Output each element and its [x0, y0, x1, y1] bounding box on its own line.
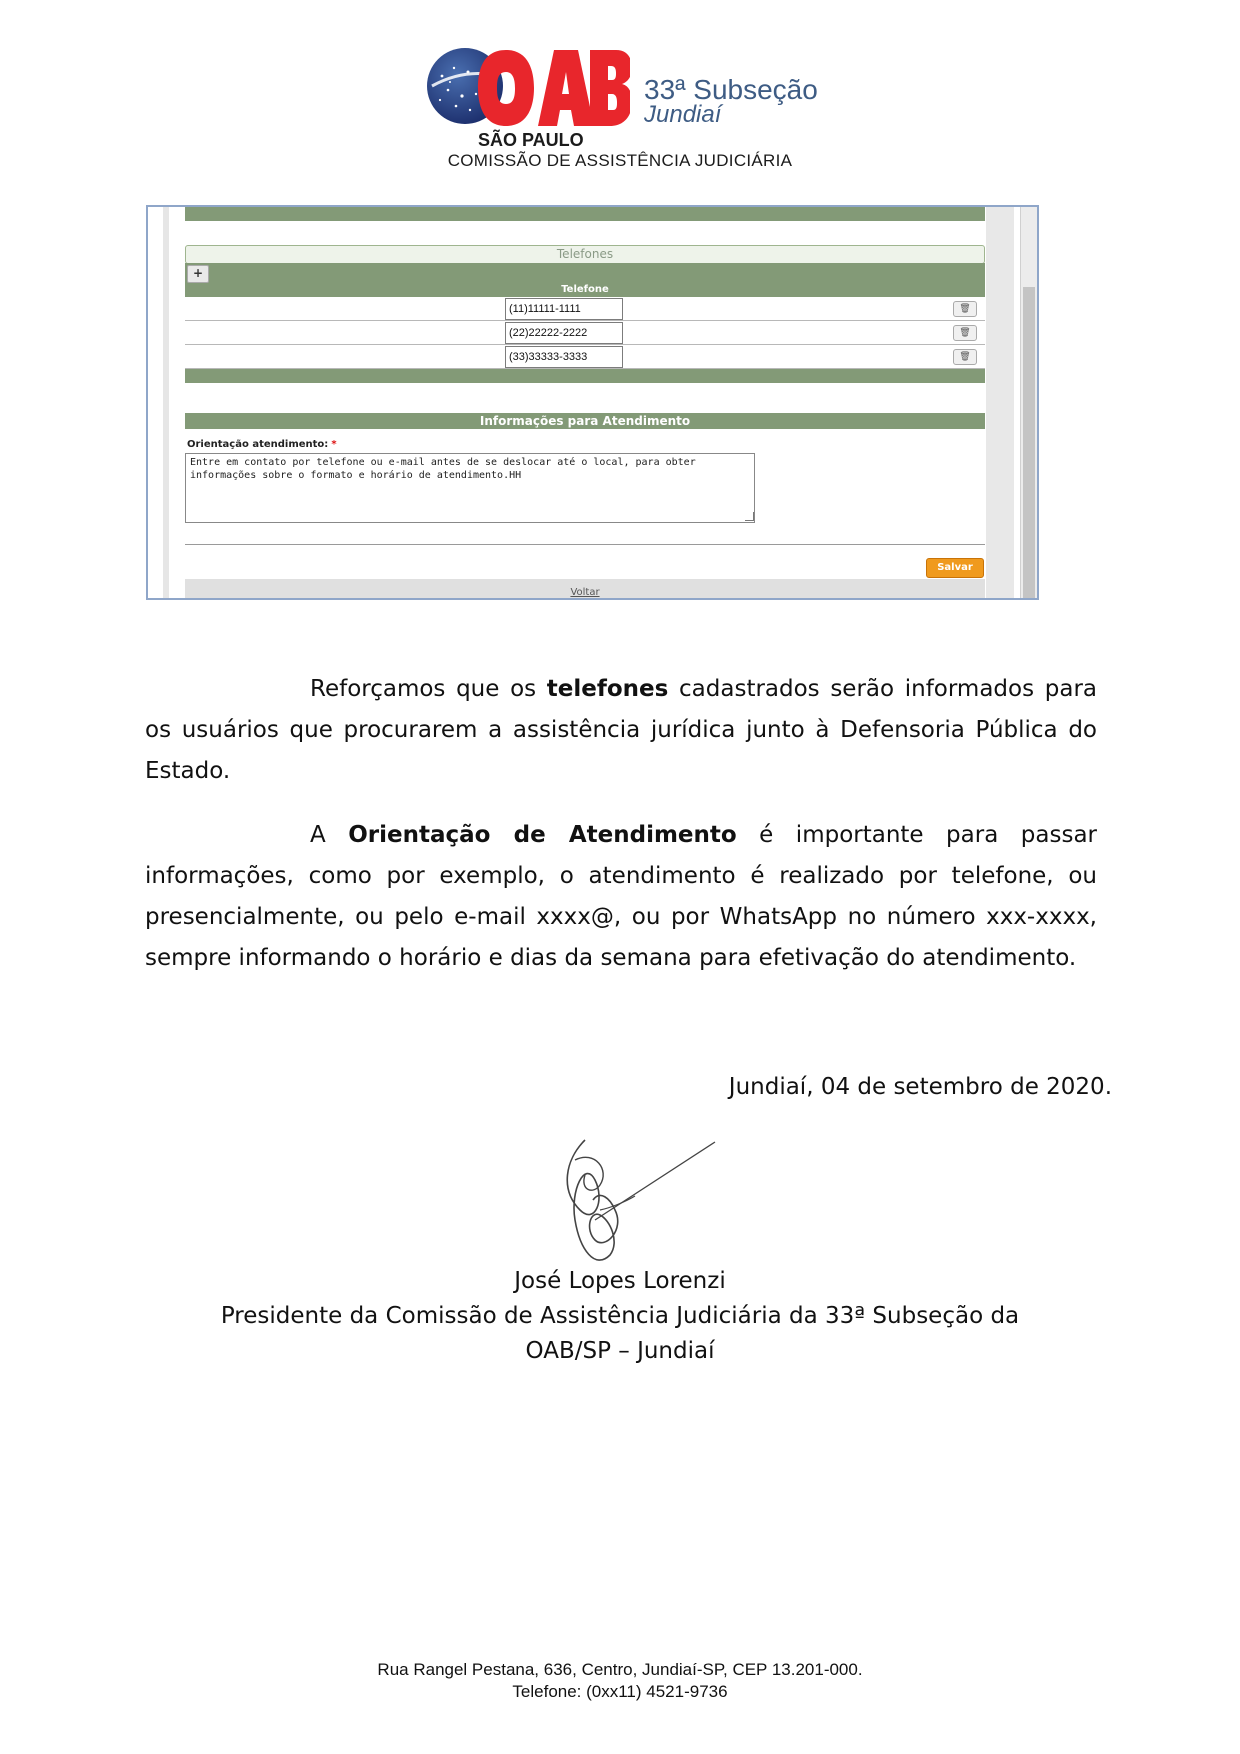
orientation-label-text: Orientação atendimento: — [187, 439, 329, 450]
tab-telefones[interactable]: Telefones — [185, 245, 985, 264]
subsecao-title — [644, 76, 818, 127]
trash-icon: 🗑 — [959, 352, 971, 362]
trash-icon: 🗑 — [959, 304, 971, 314]
toolbar-bar — [185, 263, 985, 283]
phone-input[interactable]: (11)11111-1111 — [505, 298, 623, 320]
right-gutter — [986, 207, 1014, 598]
commission-title: COMISSÃO DE ASSISTÊNCIA JUDICIÁRIA — [447, 151, 793, 170]
table-row — [185, 321, 985, 345]
add-phone-button[interactable]: + — [187, 265, 209, 283]
section-header-atendimento: Informações para Atendimento — [185, 413, 985, 429]
trash-icon: 🗑 — [959, 328, 971, 338]
p1-text-start: Reforçamos que os — [310, 676, 547, 702]
save-button[interactable]: Salvar — [926, 558, 984, 578]
table-row — [185, 345, 985, 369]
divider — [185, 544, 985, 545]
phone-input[interactable]: (22)22222-2222 — [505, 322, 623, 344]
paragraph-telefones — [145, 669, 1097, 792]
embedded-screenshot — [146, 205, 1039, 600]
p2-bold: Orientação de Atendimento — [348, 822, 737, 848]
form-panel — [185, 207, 985, 598]
signatory-role-line1: Presidente da Comissão de Assistência Judiciária da 33ª Subseção da — [220, 1303, 1020, 1329]
signatory-name: José Lopes Lorenzi — [514, 1268, 726, 1294]
subsecao-line1: 33ª Subseção — [644, 74, 818, 105]
top-green-bar — [185, 207, 985, 221]
p2-text-start: A — [310, 822, 349, 848]
required-mark: * — [331, 439, 337, 450]
p2-text-end: é importante para passar informações, como por exemplo, o atendimento é realizado por telefone, ou presencialmente, ou pelo e-mail xxxx@, ou por WhatsApp no número xxx-xxxx, sempre informando o horário e dias da semana para efetivação do atendimento. — [145, 822, 1097, 971]
date-line: Jundiaí, 04 de setembro de 2020. — [728, 1074, 1112, 1100]
footer-phone: Telefone: (0xx11) 4521-9736 — [512, 1682, 728, 1701]
scrollbar[interactable] — [1020, 207, 1037, 598]
delete-phone-button[interactable] — [953, 325, 977, 341]
oab-logo — [420, 46, 840, 156]
phone-input[interactable]: (33)33333-3333 — [505, 346, 623, 368]
scrollbar-thumb[interactable] — [1023, 287, 1035, 599]
paragraph-orientacao — [145, 815, 1097, 979]
orientation-label — [187, 439, 337, 450]
state-label: SÃO PAULO — [478, 130, 584, 150]
delete-phone-button[interactable] — [953, 349, 977, 365]
resize-handle-icon[interactable] — [745, 512, 754, 521]
p1-bold: telefones — [546, 676, 669, 702]
orientation-textarea[interactable]: Entre em contato por telefone ou e-mail antes de se deslocar até o local, para obter informações sobre o formato e horário de atendimento.HH — [185, 453, 755, 523]
footer-address: Rua Rangel Pestana, 636, Centro, Jundiaí-SP, CEP 13.201-000. — [377, 1660, 863, 1679]
p1-text-end: cadastrados serão informados para os usuários que procurarem a assistência jurídica junto à Defensoria Pública do Estado. — [145, 676, 1097, 784]
signatory-role-line2: OAB/SP – Jundiaí — [525, 1338, 715, 1364]
oab-logo-icon — [420, 46, 630, 136]
table-row — [185, 297, 985, 321]
delete-phone-button[interactable] — [953, 301, 977, 317]
handwritten-signature — [555, 1130, 725, 1270]
back-link[interactable]: Voltar — [570, 587, 600, 598]
column-header-telefone: Telefone — [185, 283, 985, 297]
table-footer-bar — [185, 369, 985, 383]
left-gutter — [163, 207, 169, 598]
subsecao-line2: Jundiaí — [644, 101, 722, 128]
